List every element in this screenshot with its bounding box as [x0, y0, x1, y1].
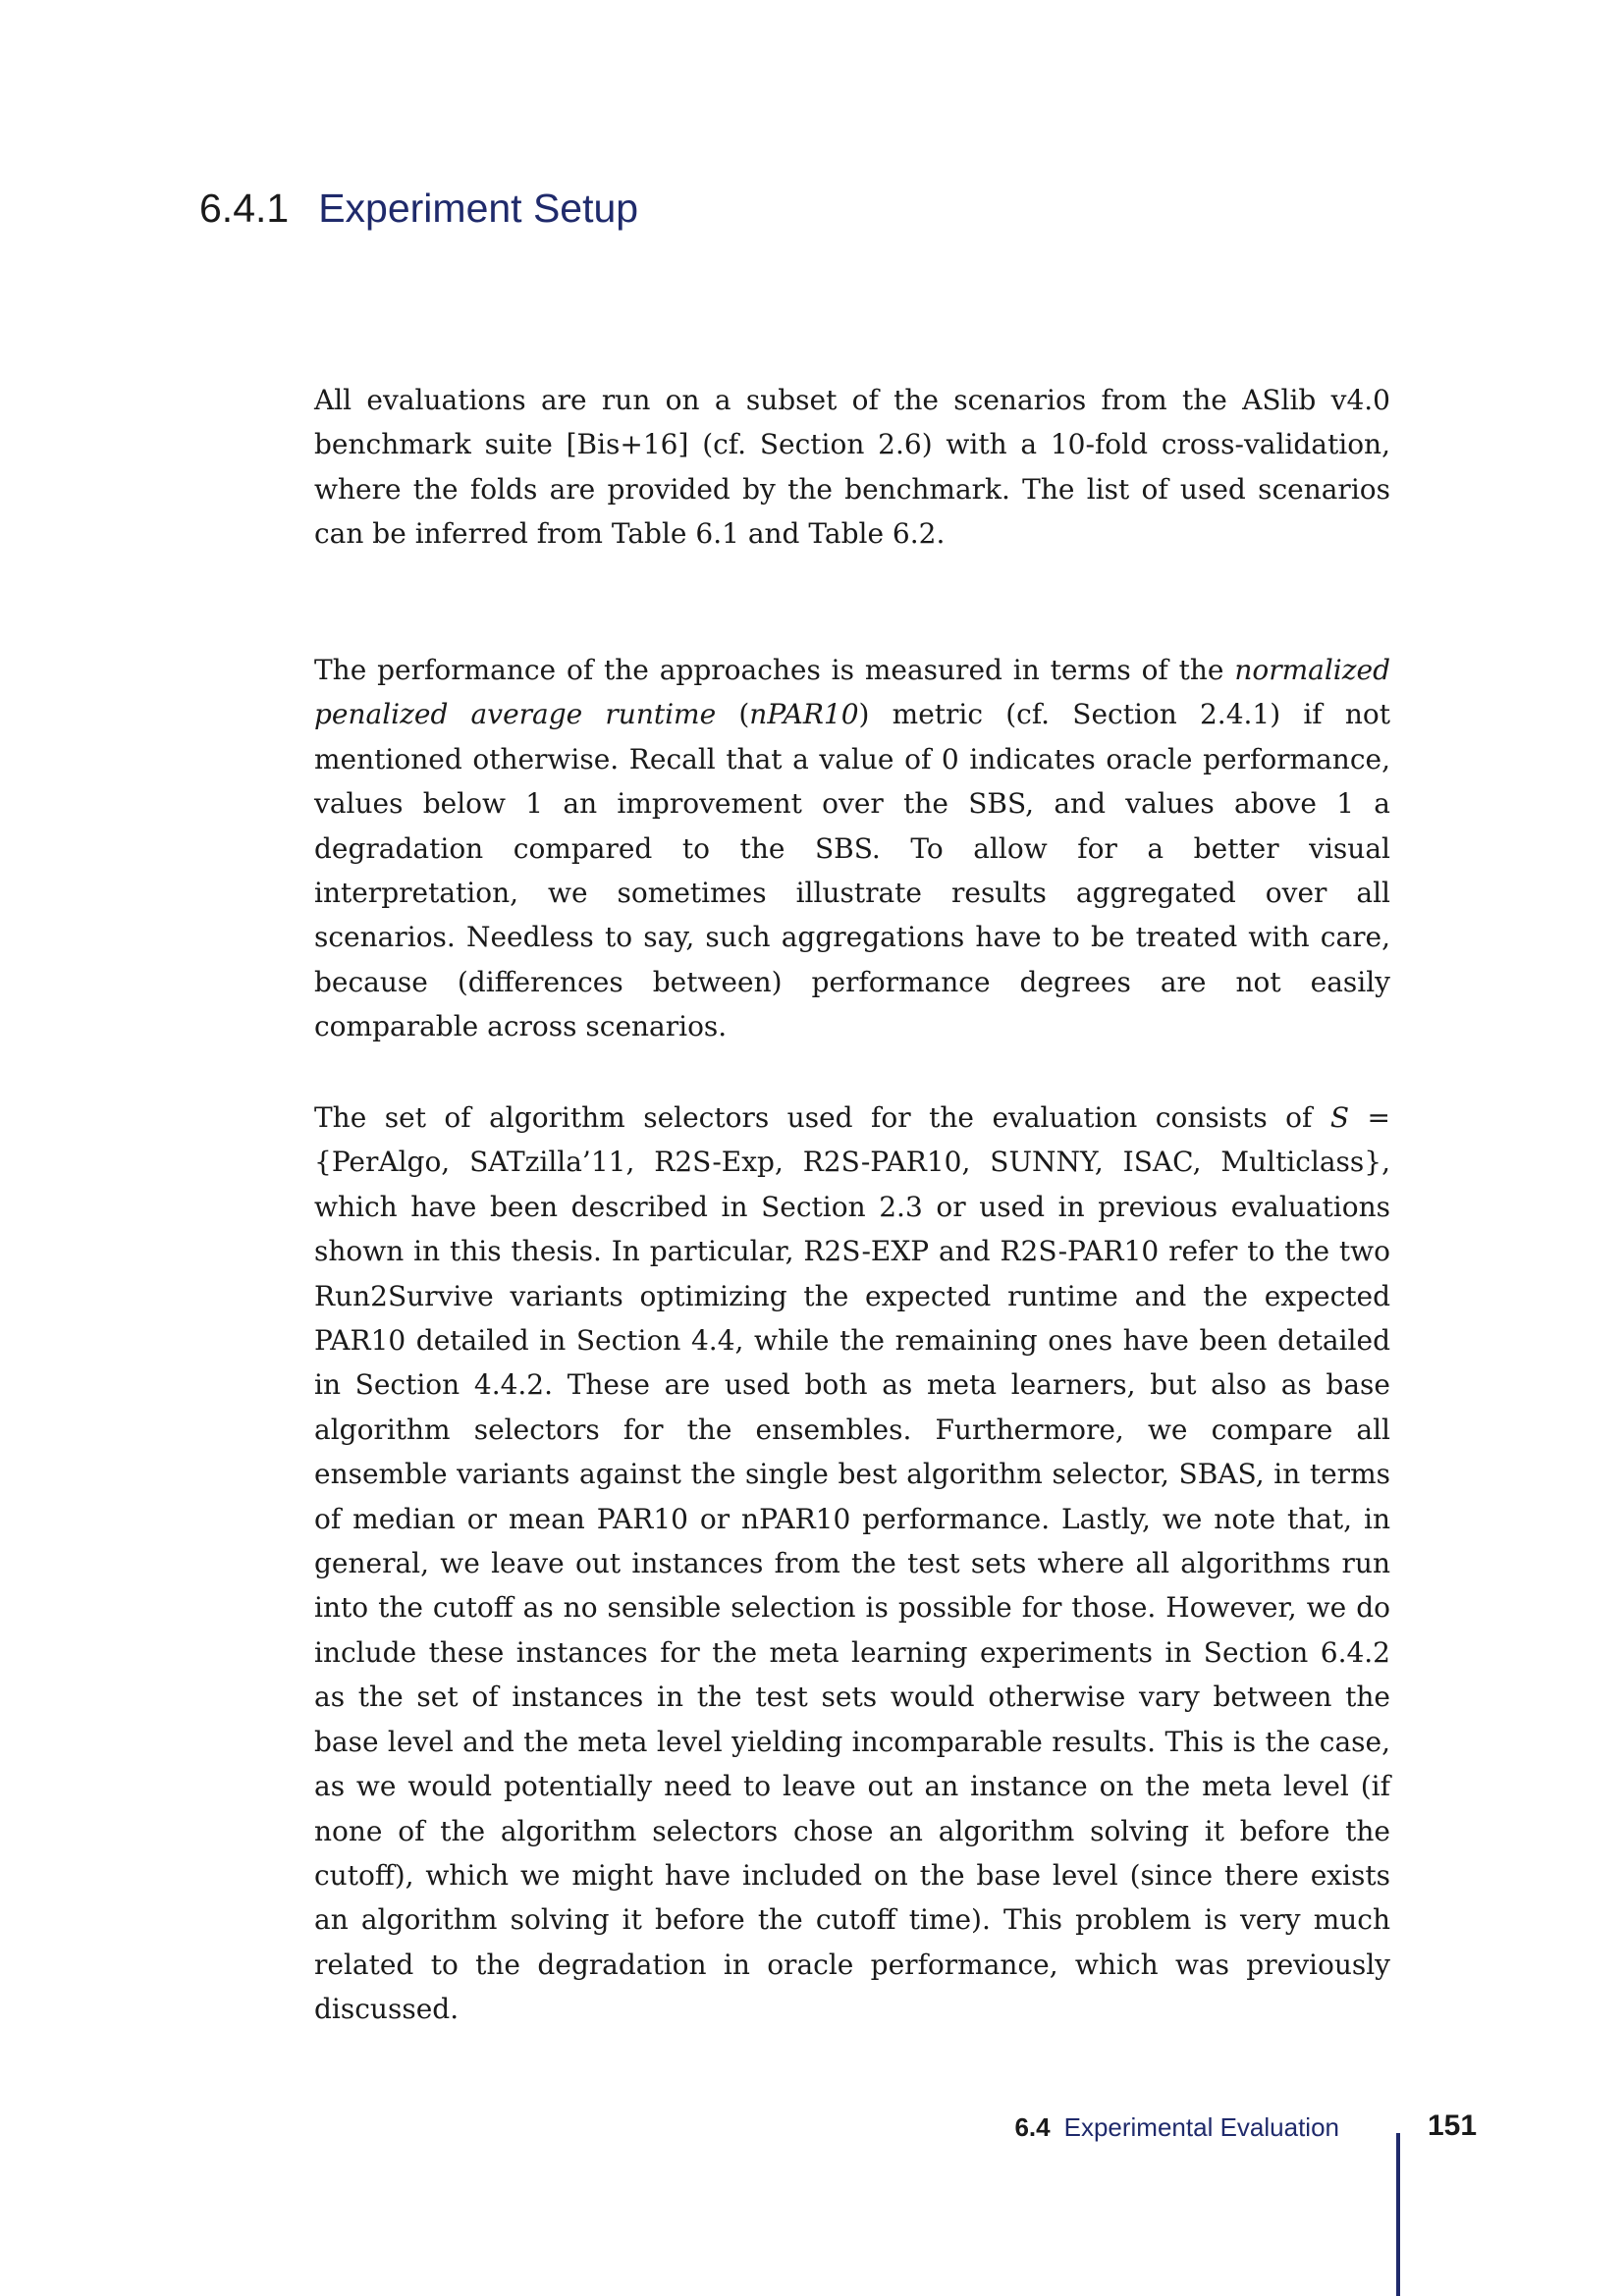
page-number: 151 [1428, 2109, 1478, 2142]
paragraph-1 [314, 378, 1390, 557]
footer-section-number: 6.4 [1014, 2112, 1051, 2142]
term-npar10: nPAR10 [749, 698, 859, 731]
math-symbol-s: S [1329, 1101, 1350, 1134]
paragraph-1-text: All evaluations are run on a subset of the scenarios from the ASlib v4.0 benchmark suite [Bis+16] (cf. Section 2.6) with a 10-fold cross-validation, where the folds are provided by the benchmark. The list of used scenarios can be inferred from Table 6.1 and Table 6.2. [314, 384, 1390, 551]
paragraph-2-pre: The performance of the approaches is measured in terms of the [314, 654, 1235, 686]
section-title: Experiment Setup [318, 186, 639, 231]
paragraph-3-pre: The set of algorithm selectors used for the evaluation consists of [314, 1101, 1330, 1134]
paragraph-2 [314, 648, 1390, 1049]
running-footer [1014, 2110, 1339, 2144]
paragraph-3-post: = {PerAlgo, SATzilla’11, R2S-Exp, R2S-PAR10, SUNNY, ISAC, Multiclass}, which have been described in Section 2.3 or used in previous evaluations shown in this thesis. In particular, R2S-EXP and R2S-PAR10 refer to the two Run2Survive variants optimizing the expected runtime and the expected PAR10 detailed in Section 4.4, while the remaining ones have been detailed in Section 4.4.2. These are used both as meta learners, but also as base algorithm selectors for the ensembles. Furthermore, we compare all ensemble variants against the single best algorithm selector, SBAS, in terms of median or mean PAR10 or nPAR10 performance. Lastly, we note that, in general, we leave out instances from the test sets where all algorithms run into the cutoff as no sensible selection is possible for those. However, we do include these instances for the meta learning experiments in Section 6.4.2 as the set of instances in the test sets would otherwise vary between the base level and the meta level yielding incomparable results. This is the case, as we would potentially need to leave out an instance on the meta level (if none of the algorithm selectors chose an algorithm solving it before the cutoff), which we might have included on the base level (since there exists an algorithm solving it before the cutoff time). This problem is very much related to the degradation in oracle performance, which was previously discussed. [314, 1101, 1390, 2026]
footer-section-title: Experimental Evaluation [1063, 2112, 1339, 2142]
footer-rule [1396, 2133, 1400, 2296]
section-number: 6.4.1 [199, 186, 290, 231]
term-npar10-full: normalized penalized average runtime [314, 654, 1390, 731]
paragraph-3 [314, 1095, 1390, 2032]
paragraph-2-post: ) metric (cf. Section 2.4.1) if not mentioned otherwise. Recall that a value of 0 indicates oracle performance, values below 1 an improvement over the SBS, and values above 1 a degradation compared to the SBS. To allow for a better visual interpretation, we sometimes illustrate results aggregated over all scenarios. Needless to say, such aggregations have to be treated with care, because (differences between) performance degrees are not easily comparable across scenarios. [314, 698, 1390, 1043]
section-heading [199, 183, 638, 234]
paragraph-2-mid: ( [716, 698, 750, 731]
